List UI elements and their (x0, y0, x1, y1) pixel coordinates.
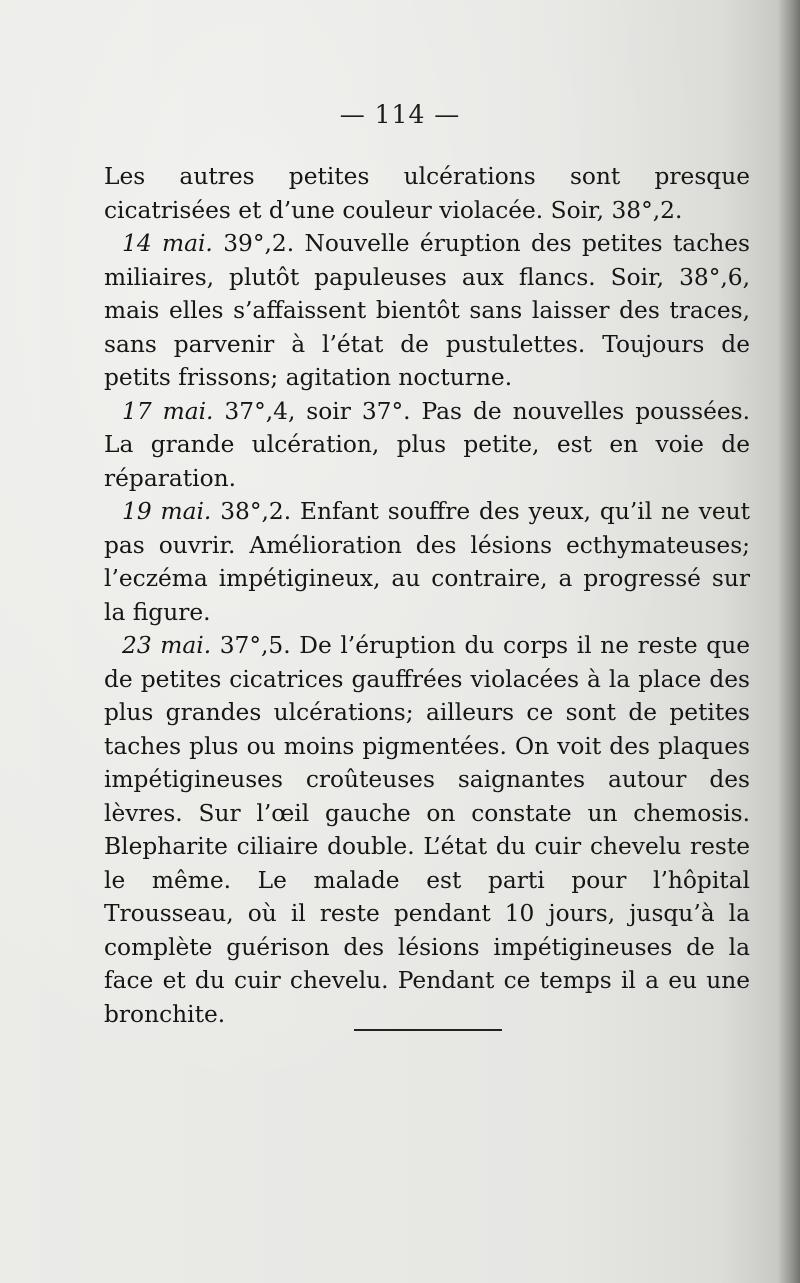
paragraph-text: 37°,5. De l’éruption du corps il ne reste que de petites cicatrices gauffrées violacées à la place des plus grandes ulcérations; ailleurs ce sont de petites taches plus ou moins pigmentées. On voit des plaques impétigineuses croûteuses saignantes autour des lèvres. Sur l’œil gauche on constate un chemosis. Blepharite ciliaire double. L’état du cuir chevelu reste le même. Le malade est parti pour l’hôpital Trousseau, où il reste pendant 10 jours, jusqu’à la complète guérison des lésions impétigineuses de la face et du cuir chevelu. Pendant ce temps il a eu une bronchite. (104, 632, 750, 1028)
paragraph-text: 39°,2. Nouvelle éruption des petites taches miliaires, plutôt papuleuses aux flancs. Soir, 38°,6, mais elles s’affaissent bientôt sans laisser des traces, sans parvenir à l’état de pustulettes. Toujours de petits frissons; agitation nocturne. (104, 230, 750, 391)
paragraph (104, 395, 750, 496)
entry-date: 19 mai. (122, 498, 212, 525)
entry-date: 17 mai. (122, 397, 214, 425)
body-text (104, 160, 750, 1031)
entry-date: 14 mai. (122, 230, 213, 257)
paragraph (104, 629, 750, 1031)
entry-date: 23 mai. (122, 632, 212, 659)
page-edge-shadow (778, 0, 800, 1283)
paragraph-text: 37°,4, soir 37°. Pas de nouvelles poussées. La grande ulcération, plus petite, est en voie de réparation. (104, 397, 750, 492)
paragraph (104, 160, 750, 227)
page-number: — 114 — (339, 100, 461, 129)
section-divider (354, 1029, 502, 1031)
paragraph-text: 38°,2. Enfant souffre des yeux, qu’il ne veut pas ouvrir. Amélioration des lésions ecthymateuses; l’eczéma impétigineux, au contraire, a progressé sur la figure. (104, 498, 750, 626)
paragraph (104, 495, 750, 629)
paragraph (104, 227, 750, 395)
paragraph-text: Les autres petites ulcérations sont presque cicatrisées et d’une couleur violacée. Soir, 38°,2. (104, 163, 750, 224)
